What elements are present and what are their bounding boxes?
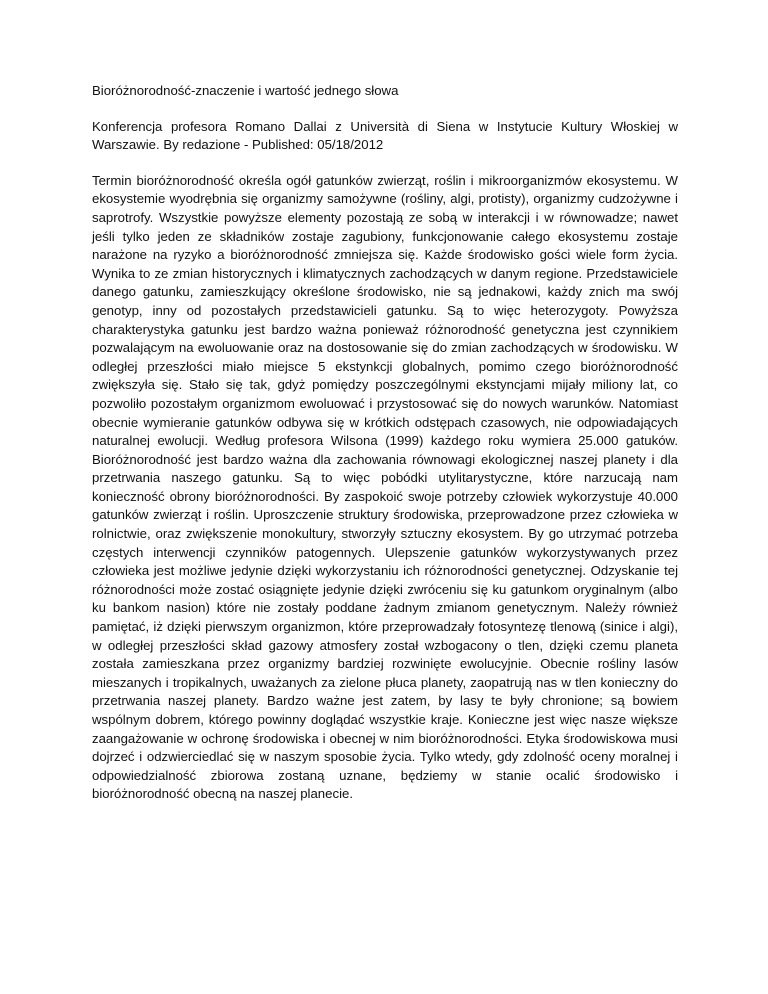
document-body: Termin bioróżnorodność określa ogół gatunków zwierząt, roślin i mikroorganizmów ekosystemu. W ekosystemie wyodrębnia się organizmy samożywne (rośliny, algi, protisty), organizmy cudzożywne i saprotrofy. Wszystkie powyższe elementy pozostają ze sobą w interakcji i w równowadze; nawet jeśli tylko jeden ze składników zostaje zagubiony, funkcjonowanie całego ekosystemu zostaje narażone na ryzyko a bioróżnorodność zmniejsza się. Każde środowisko gości wiele form życia. Wynika to ze zmian historycznych i klimatycznych zachodzących w danym regione. Przedstawiciele danego gatunku, zamieszkujący określone środowisko, nie są jednakowi, każdy znich ma swój genotyp, inny od pozostałych przedstawicieli gatunku. Są to więc heterozygoty. Powyższa charakterystyka gatunku jest bardzo ważna ponieważ różnorodność genetyczna jest czynnikiem pozwalającym na ewoluowanie oraz na dostosowanie się do zmian zachodzących w środowisku. W odległej przeszłości miało miejsce 5 ekstynkcji globalnych, pomimo czego bioróżnorodność zwiększyła się. Stało się tak, gdyż pomiędzy poszczególnymi ekstyncjami mijały miliony lat, co pozwoliło pozostałym organizmom ewoluować i przystosować się do nowych warunków. Natomiast obecnie wymieranie gatunków odbywa się w krótkich odstępach czasowych, nie odpowiadających naturalnej ewolucji. Według profesora Wilsona (1999) każdego roku wymiera 25.000 gatuków. Bioróżnorodność jest bardzo ważna dla zachowania równowagi ekologicznej naszej planety i dla przetrwania naszego gatunku. Są to więc pobódki utylitarystyczne, które narzucają nam konieczność obrony bioróżnorodności. By zaspokoić swoje potrzeby człowiek wykorzystuje 40.000 gatunków zwierząt i roślin. Uproszczenie struktury środowiska, przeprowadzone przez człowieka w rolnictwie, oraz zwiększenie monokultury, stworzyły sztuczny ekosystem. By go utrzymać potrzeba częstych interwencji czynników patogennych. Ulepszenie gatunków wykorzystywanych przez człowieka jest możliwe jedynie dzięki wykorzystaniu ich różnorodności genetycznej. Odzyskanie tej różnorodności może zostać osiągnięte jedynie dzięki zwróceniu się ku gatunkom oryginalnym (albo ku bankom nasion) które nie zostały poddane żadnym zmianom genetycznym. Należy również pamiętać, iż dzięki pierwszym organizmon, które przeprowadzały fotosyntezę tlenową (sinice i algi), w odległej przeszłości skład gazowy atmosfery został wzbogacony o tlen, dzięki czemu planeta została zamieszkana przez organizmy bardziej rozwinięte ewolucyjnie. Obecnie rośliny lasów mieszanych i tropikalnych, uważanych za zielone płuca planety, zaopatrują nas w tlen konieczny do przetrwania naszej planety. Bardzo ważne jest zatem, by lasy te były chronione; są bowiem wspólnym dobrem, którego powinny doglądać wszystkie kraje. Konieczne jest więc nasze większe zaangażowanie w ochronę środowiska i obecnej w nim bioróżnorodności. Etyka środowiskowa musi dojrzeć i odzwierciedlać się w naszym sposobie życia. Tylko wtedy, gdy zdolność oceny moralnej i odpowiedzialność zbiorowa zostaną uznane, będziemy w stanie ocalić środowisko i bioróżnorodność obecną na naszej planecie. [92, 172, 678, 802]
document-subtitle: Konferencja profesora Romano Dallai z Università di Siena w Instytucie Kultury Włoskiej w Warszawie. By redazione - Published: 05/18/2012 [92, 118, 678, 153]
document-title: Bioróżnorodność-znaczenie i wartość jednego słowa [92, 83, 399, 98]
document-page [92, 82, 678, 804]
